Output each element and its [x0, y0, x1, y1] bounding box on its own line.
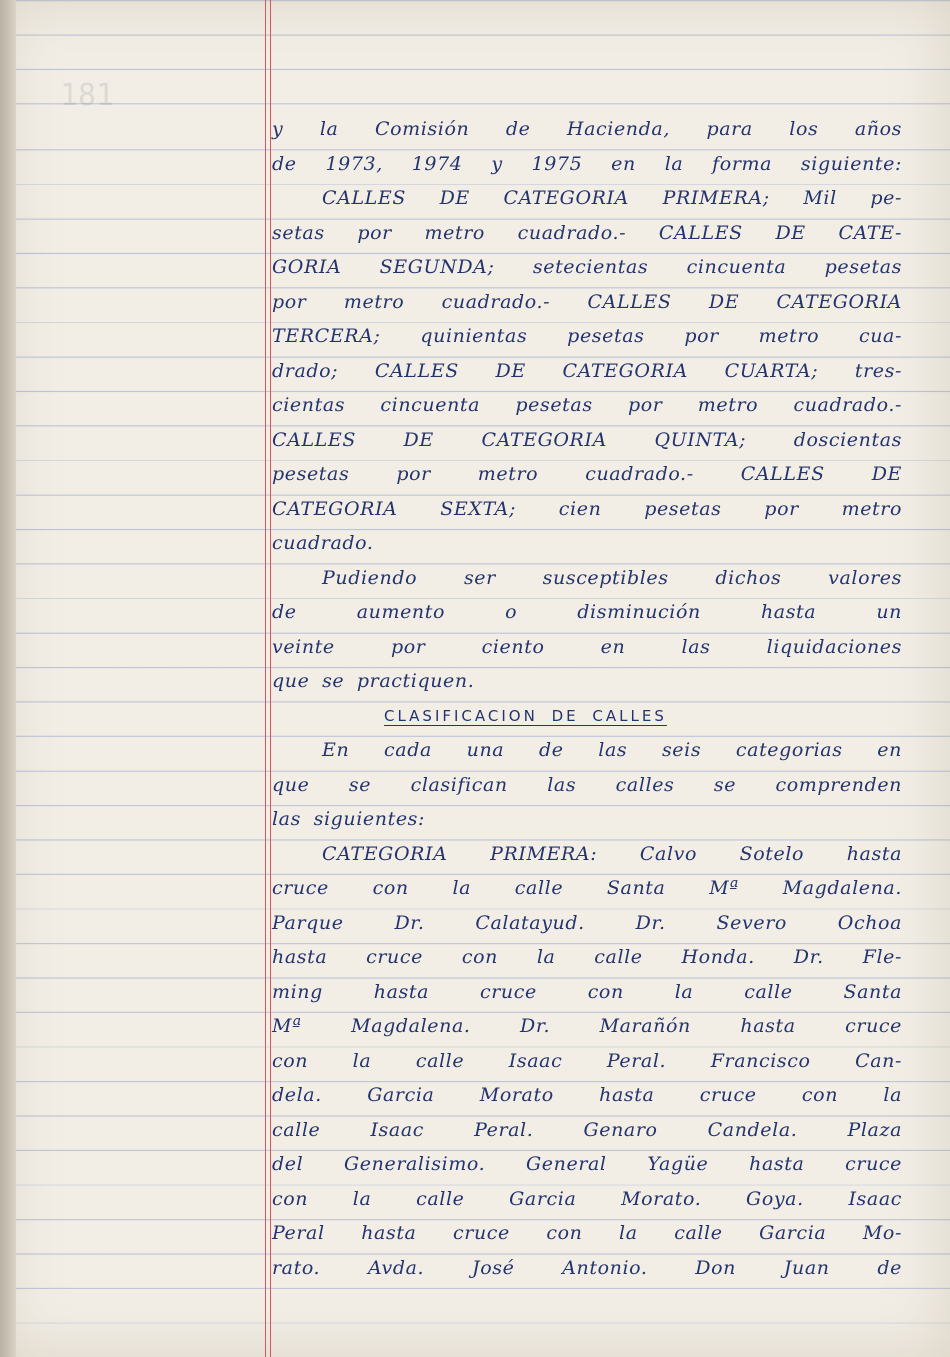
text-line: veinte por ciento en las liquidaciones	[272, 635, 902, 658]
text-line: Mª Magdalena. Dr. Marañón hasta cruce	[272, 1015, 902, 1037]
text-line: Parque Dr. Calatayud. Dr. Severo Ochoa	[272, 911, 902, 934]
text-line: con la calle Garcia Morato. Goya. Isaac	[272, 1187, 902, 1210]
text-line: En cada una de las seis categorias en	[322, 739, 902, 761]
text-line: que se clasifican las calles se comprenden	[272, 773, 902, 796]
text-line: pesetas por metro cuadrado.- CALLES DE	[272, 463, 902, 485]
text-line: cuadrado.	[272, 532, 374, 554]
text-line: del Generalisimo. General Yagüe hasta cruce	[272, 1153, 902, 1175]
text-line: rato. Avda. José Antonio. Don Juan de	[272, 1256, 902, 1279]
text-line: de 1973, 1974 y 1975 en la forma siguiente:	[272, 152, 902, 175]
text-line: ming hasta cruce con la calle Santa	[272, 980, 902, 1003]
text-line: CALLES DE CATEGORIA QUINTA; doscientas	[272, 428, 902, 451]
text-line: TERCERA; quinientas pesetas por metro cua-	[272, 325, 902, 347]
text-line: Pudiendo ser susceptibles dichos valores	[322, 566, 902, 589]
text-line: hasta cruce con la calle Honda. Dr. Fle-	[272, 946, 902, 968]
bleed-through-page-number: 181	[60, 78, 115, 113]
text-line: por metro cuadrado.- CALLES DE CATEGORIA	[272, 290, 902, 313]
text-line: Peral hasta cruce con la calle Garcia Mo-	[272, 1222, 902, 1244]
text-line: cruce con la calle Santa Mª Magdalena.	[272, 877, 902, 899]
handwritten-text-block	[272, 112, 902, 1285]
red-margin-line	[265, 0, 266, 1357]
text-line: de aumento o disminución hasta un	[272, 601, 902, 623]
text-line: las siguientes:	[272, 808, 426, 830]
text-line: setas por metro cuadrado.- CALLES DE CATE-	[272, 221, 902, 244]
text-line: dela. Garcia Morato hasta cruce con la	[272, 1084, 902, 1106]
text-line: drado; CALLES DE CATEGORIA CUARTA; tres-	[272, 359, 902, 382]
text-line: y la Comisión de Hacienda, para los años	[272, 118, 902, 140]
text-line: que se practiquen.	[272, 670, 475, 692]
text-line: CATEGORIA PRIMERA: Calvo Sotelo hasta	[322, 842, 902, 865]
text-line: con la calle Isaac Peral. Francisco Can-	[272, 1049, 902, 1072]
text-line: CATEGORIA SEXTA; cien pesetas por metro	[272, 497, 902, 520]
text-line: CALLES DE CATEGORIA PRIMERA; Mil pe-	[322, 187, 902, 209]
section-heading: CLASIFICACION DE CALLES	[384, 706, 667, 725]
text-line: calle Isaac Peral. Genaro Candela. Plaza	[272, 1118, 902, 1141]
red-margin-line	[270, 0, 271, 1357]
text-line: cientas cincuenta pesetas por metro cuadrado.-	[272, 394, 902, 416]
text-line: GORIA SEGUNDA; setecientas cincuenta pesetas	[272, 256, 902, 278]
page-binding-edge	[0, 0, 16, 1357]
